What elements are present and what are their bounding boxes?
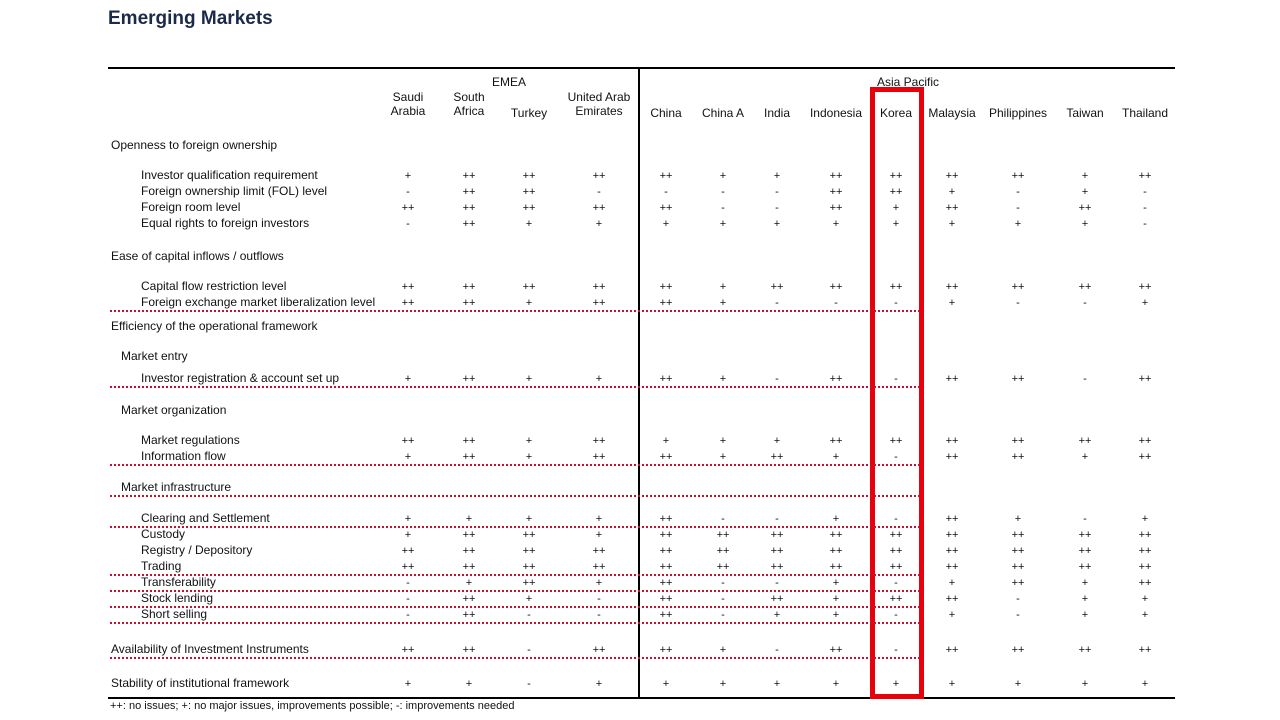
rating-cell: +	[595, 373, 603, 385]
row-divider-dotted	[110, 657, 920, 659]
rating-cell: ++	[1011, 545, 1025, 557]
rating-cell: -	[527, 644, 531, 656]
rating-cell: +	[662, 678, 670, 690]
rating-cell: +	[525, 593, 533, 605]
rating-cell: +	[832, 609, 840, 621]
rating-cell: +	[948, 577, 956, 589]
rating-cell: -	[775, 202, 779, 214]
rating-cell: ++	[889, 529, 903, 541]
rating-cell: ++	[592, 202, 606, 214]
rating-cell: -	[1143, 186, 1147, 198]
rating-cell: +	[662, 218, 670, 230]
rating-cell: ++	[716, 529, 730, 541]
rating-cell: +	[1081, 451, 1089, 463]
rating-cell: -	[1016, 593, 1020, 605]
rating-cell: -	[406, 577, 410, 589]
row-label: Foreign exchange market liberalization level	[141, 295, 376, 309]
rating-cell: ++	[462, 435, 476, 447]
rating-cell: ++	[1138, 545, 1152, 557]
rating-cell: +	[832, 678, 840, 690]
rating-cell: -	[775, 577, 779, 589]
rating-cell: ++	[401, 561, 415, 573]
rating-cell: ++	[592, 435, 606, 447]
rating-cell: +	[948, 297, 956, 309]
column-header: Taiwan	[1066, 106, 1104, 120]
rating-cell: ++	[945, 561, 959, 573]
rating-cell: ++	[1011, 529, 1025, 541]
rating-cell: ++	[1138, 577, 1152, 589]
column-header: Indonesia	[809, 106, 863, 120]
rating-cell: ++	[522, 577, 536, 589]
rating-cell: ++	[462, 202, 476, 214]
rating-cell: ++	[945, 513, 959, 525]
rating-cell: ++	[1078, 561, 1092, 573]
rating-cell: -	[894, 513, 898, 525]
rating-cell: ++	[945, 644, 959, 656]
rating-cell: -	[894, 297, 898, 309]
rating-cell: +	[948, 218, 956, 230]
legend-note: ++: no issues; +: no major issues, improvements possible; -: improvements needed	[110, 700, 515, 712]
rating-cell: ++	[522, 545, 536, 557]
rating-cell: ++	[889, 186, 903, 198]
rating-cell: ++	[829, 435, 843, 447]
rating-cell: -	[775, 513, 779, 525]
rating-cell: ++	[592, 170, 606, 182]
group-label-asia-pacific: Asia Pacific	[876, 75, 940, 89]
section-label: Efficiency of the operational framework	[111, 319, 318, 333]
rating-cell: +	[404, 373, 412, 385]
rating-cell: +	[719, 373, 727, 385]
rating-cell: ++	[829, 186, 843, 198]
rating-cell: ++	[1011, 170, 1025, 182]
row-label: Capital flow restriction level	[141, 279, 287, 293]
rating-cell: ++	[659, 644, 673, 656]
rating-cell: ++	[462, 170, 476, 182]
rating-cell: +	[773, 678, 781, 690]
rating-cell: +	[595, 513, 603, 525]
rating-cell: ++	[829, 644, 843, 656]
rating-cell: -	[894, 451, 898, 463]
rating-cell: -	[406, 218, 410, 230]
rating-cell: ++	[945, 170, 959, 182]
rating-cell: ++	[770, 529, 784, 541]
rating-cell: -	[1083, 297, 1087, 309]
rating-cell: +	[773, 609, 781, 621]
rating-cell: -	[721, 609, 725, 621]
rating-cell: ++	[401, 281, 415, 293]
rating-cell: ++	[829, 561, 843, 573]
rating-cell: +	[832, 577, 840, 589]
row-label: Stock lending	[141, 591, 214, 605]
row-divider-dotted	[110, 606, 920, 608]
rating-cell: ++	[659, 202, 673, 214]
row-divider-dotted	[110, 386, 920, 388]
row-label: Market regulations	[141, 433, 240, 447]
rating-cell: -	[1143, 202, 1147, 214]
rating-cell: ++	[1011, 577, 1025, 589]
rating-cell: -	[1016, 609, 1020, 621]
section-label: Openness to foreign ownership	[111, 138, 278, 152]
row-divider-dotted	[110, 464, 920, 466]
rating-cell: ++	[659, 170, 673, 182]
rating-cell: ++	[1138, 373, 1152, 385]
rating-cell: -	[1016, 297, 1020, 309]
rating-cell: ++	[1011, 561, 1025, 573]
rating-cell: +	[525, 297, 533, 309]
rating-cell: ++	[1138, 170, 1152, 182]
rating-cell: +	[719, 281, 727, 293]
rating-cell: ++	[1138, 529, 1152, 541]
rating-cell: ++	[1011, 373, 1025, 385]
rating-cell: ++	[592, 281, 606, 293]
rating-cell: +	[719, 435, 727, 447]
rating-cell: ++	[401, 435, 415, 447]
rating-cell: ++	[945, 281, 959, 293]
rating-cell: +	[465, 577, 473, 589]
row-label: Transferability	[141, 575, 216, 589]
rating-cell: ++	[522, 529, 536, 541]
rating-cell: ++	[659, 513, 673, 525]
rating-cell: -	[597, 186, 601, 198]
rating-cell: -	[894, 609, 898, 621]
rating-cell: +	[465, 513, 473, 525]
rating-cell: ++	[522, 281, 536, 293]
rating-cell: ++	[945, 545, 959, 557]
rating-cell: +	[892, 678, 900, 690]
rating-cell: ++	[1138, 281, 1152, 293]
rating-cell: ++	[462, 529, 476, 541]
rating-cell: -	[834, 297, 838, 309]
rating-cell: ++	[945, 202, 959, 214]
rating-cell: -	[721, 577, 725, 589]
row-label: Clearing and Settlement	[141, 511, 270, 525]
rating-cell: -	[894, 644, 898, 656]
section-label: Stability of institutional framework	[111, 676, 290, 690]
rating-cell: +	[525, 451, 533, 463]
rating-cell: ++	[1078, 202, 1092, 214]
rating-cell: ++	[592, 451, 606, 463]
rating-cell: -	[775, 373, 779, 385]
rating-cell: -	[721, 513, 725, 525]
rating-cell: +	[1141, 593, 1149, 605]
column-header: Philippines	[988, 106, 1048, 120]
table-bottom-rule	[108, 697, 1175, 699]
rating-cell: ++	[889, 593, 903, 605]
rating-cell: ++	[1011, 281, 1025, 293]
rating-cell: -	[1016, 202, 1020, 214]
rating-cell: ++	[659, 297, 673, 309]
rating-cell: +	[832, 593, 840, 605]
region-divider	[638, 67, 640, 699]
rating-cell: ++	[659, 561, 673, 573]
column-header: India	[763, 106, 791, 120]
rating-cell: +	[1014, 513, 1022, 525]
rating-cell: +	[404, 513, 412, 525]
rating-cell: ++	[829, 202, 843, 214]
row-label: Equal rights to foreign investors	[141, 216, 310, 230]
rating-cell: +	[719, 451, 727, 463]
rating-cell: ++	[1011, 435, 1025, 447]
rating-cell: -	[721, 186, 725, 198]
rating-cell: +	[948, 678, 956, 690]
rating-cell: ++	[659, 281, 673, 293]
rating-cell: +	[1081, 218, 1089, 230]
rating-cell: +	[595, 678, 603, 690]
rating-cell: ++	[1078, 529, 1092, 541]
rating-cell: ++	[1078, 435, 1092, 447]
rating-cell: -	[406, 593, 410, 605]
rating-cell: +	[595, 529, 603, 541]
rating-cell: ++	[659, 529, 673, 541]
rating-cell: +	[773, 435, 781, 447]
rating-cell: ++	[829, 281, 843, 293]
rating-cell: ++	[592, 297, 606, 309]
row-divider-dotted	[110, 526, 920, 528]
rating-cell: ++	[462, 593, 476, 605]
rating-cell: ++	[659, 593, 673, 605]
section-label: Ease of capital inflows / outflows	[111, 249, 284, 263]
rating-cell: +	[1141, 513, 1149, 525]
rating-cell: +	[595, 218, 603, 230]
subsection-label: Market entry	[121, 349, 188, 363]
column-header: China A	[701, 106, 745, 120]
rating-cell: +	[1014, 678, 1022, 690]
rating-cell: +	[832, 513, 840, 525]
rating-cell: ++	[829, 545, 843, 557]
rating-cell: +	[773, 218, 781, 230]
rating-cell: ++	[462, 218, 476, 230]
rating-cell: ++	[462, 281, 476, 293]
rating-cell: ++	[889, 561, 903, 573]
rating-cell: ++	[945, 435, 959, 447]
column-header: China	[650, 106, 682, 120]
row-label: Foreign ownership limit (FOL) level	[141, 184, 328, 198]
rating-cell: -	[894, 373, 898, 385]
row-divider-dotted	[110, 622, 920, 624]
rating-cell: +	[1081, 593, 1089, 605]
rating-cell: +	[832, 218, 840, 230]
column-header: Turkey	[510, 106, 548, 120]
rating-cell: ++	[401, 644, 415, 656]
row-label: Information flow	[141, 449, 226, 463]
rating-cell: +	[525, 373, 533, 385]
rating-cell: +	[1141, 609, 1149, 621]
rating-cell: ++	[592, 644, 606, 656]
rating-cell: ++	[716, 561, 730, 573]
rating-cell: +	[1081, 609, 1089, 621]
subsection-label: Market organization	[121, 403, 227, 417]
group-label-emea: EMEA	[491, 75, 527, 89]
rating-cell: +	[404, 529, 412, 541]
column-header: United Arab Emirates	[567, 90, 631, 118]
rating-cell: -	[527, 678, 531, 690]
row-divider-dotted	[110, 590, 920, 592]
rating-cell: +	[662, 435, 670, 447]
rating-cell: ++	[522, 202, 536, 214]
rating-cell: +	[1141, 297, 1149, 309]
rating-cell: +	[404, 678, 412, 690]
rating-cell: -	[406, 186, 410, 198]
rating-cell: ++	[1138, 435, 1152, 447]
rating-cell: +	[948, 609, 956, 621]
rating-cell: -	[721, 593, 725, 605]
rating-cell: -	[775, 186, 779, 198]
rating-cell: ++	[592, 561, 606, 573]
rating-cell: ++	[829, 373, 843, 385]
rating-cell: ++	[1138, 451, 1152, 463]
rating-cell: +	[1014, 218, 1022, 230]
row-label: Custody	[141, 527, 186, 541]
rating-cell: +	[1081, 678, 1089, 690]
row-divider-dotted	[110, 574, 920, 576]
rating-cell: +	[404, 170, 412, 182]
rating-cell: -	[721, 202, 725, 214]
rating-cell: +	[1141, 678, 1149, 690]
rating-cell: +	[719, 297, 727, 309]
rating-cell: ++	[889, 281, 903, 293]
rating-cell: ++	[770, 545, 784, 557]
column-header: South Africa	[453, 90, 485, 118]
rating-cell: +	[892, 202, 900, 214]
rating-cell: ++	[770, 561, 784, 573]
rating-cell: ++	[522, 186, 536, 198]
subsection-label: Market infrastructure	[121, 480, 232, 494]
rating-cell: ++	[770, 281, 784, 293]
rating-cell: +	[773, 170, 781, 182]
row-divider-dotted	[110, 310, 920, 312]
rating-cell: ++	[659, 609, 673, 621]
section-label: Availability of Investment Instruments	[111, 642, 309, 656]
rating-cell: ++	[770, 593, 784, 605]
rating-cell: ++	[1078, 644, 1092, 656]
rating-cell: -	[894, 577, 898, 589]
rating-cell: ++	[889, 545, 903, 557]
rating-cell: -	[597, 609, 601, 621]
rating-cell: ++	[659, 545, 673, 557]
rating-cell: ++	[1078, 281, 1092, 293]
rating-cell: +	[525, 513, 533, 525]
rating-cell: +	[1081, 577, 1089, 589]
row-label: Investor registration & account set up	[141, 371, 340, 385]
rating-cell: ++	[829, 529, 843, 541]
rating-cell: -	[597, 593, 601, 605]
rating-cell: ++	[401, 545, 415, 557]
rating-cell: ++	[462, 561, 476, 573]
rating-cell: +	[595, 577, 603, 589]
rating-cell: ++	[945, 373, 959, 385]
rating-cell: ++	[829, 170, 843, 182]
rating-cell: ++	[522, 170, 536, 182]
rating-cell: ++	[462, 373, 476, 385]
rating-cell: +	[404, 451, 412, 463]
rating-cell: +	[525, 218, 533, 230]
rating-cell: ++	[945, 593, 959, 605]
rating-cell: +	[1081, 170, 1089, 182]
page-title: Emerging Markets	[108, 8, 273, 29]
column-header: Thailand	[1121, 106, 1169, 120]
row-divider-dotted	[110, 495, 920, 497]
rating-cell: ++	[1138, 561, 1152, 573]
rating-cell: ++	[1011, 644, 1025, 656]
rating-cell: ++	[462, 297, 476, 309]
rating-cell: ++	[592, 545, 606, 557]
column-header: Korea	[879, 106, 913, 120]
rating-cell: +	[1081, 186, 1089, 198]
rating-cell: ++	[945, 451, 959, 463]
rating-cell: -	[1083, 513, 1087, 525]
rating-cell: +	[465, 678, 473, 690]
rating-cell: +	[719, 218, 727, 230]
rating-cell: +	[719, 170, 727, 182]
rating-cell: ++	[1078, 545, 1092, 557]
rating-cell: ++	[659, 373, 673, 385]
table-top-rule	[108, 67, 1175, 69]
rating-cell: ++	[462, 186, 476, 198]
rating-cell: -	[1143, 218, 1147, 230]
rating-cell: ++	[401, 297, 415, 309]
column-header: Saudi Arabia	[390, 90, 426, 118]
column-header: Malaysia	[928, 106, 976, 120]
rating-cell: -	[1016, 186, 1020, 198]
rating-cell: +	[832, 451, 840, 463]
rating-cell: ++	[1138, 644, 1152, 656]
rating-cell: ++	[889, 170, 903, 182]
rating-cell: ++	[462, 451, 476, 463]
rating-cell: ++	[462, 644, 476, 656]
rating-cell: ++	[462, 609, 476, 621]
rating-cell: ++	[716, 545, 730, 557]
rating-cell: +	[892, 218, 900, 230]
row-label: Foreign room level	[141, 200, 241, 214]
rating-cell: +	[719, 678, 727, 690]
rating-cell: +	[719, 644, 727, 656]
rating-cell: ++	[659, 577, 673, 589]
rating-cell: -	[775, 297, 779, 309]
rating-cell: ++	[889, 435, 903, 447]
rating-cell: ++	[462, 545, 476, 557]
rating-cell: ++	[659, 451, 673, 463]
rating-cell: +	[948, 186, 956, 198]
rating-cell: ++	[1011, 451, 1025, 463]
row-label: Registry / Depository	[141, 543, 253, 557]
rating-cell: +	[525, 435, 533, 447]
rating-cell: ++	[770, 451, 784, 463]
market-classification-table	[108, 67, 1175, 699]
rating-cell: -	[1083, 373, 1087, 385]
rating-cell: ++	[945, 529, 959, 541]
rating-cell: -	[527, 609, 531, 621]
row-label: Short selling	[141, 607, 208, 621]
rating-cell: ++	[522, 561, 536, 573]
rating-cell: -	[775, 644, 779, 656]
rating-cell: ++	[401, 202, 415, 214]
rating-cell: -	[664, 186, 668, 198]
row-label: Trading	[141, 559, 182, 573]
row-label: Investor qualification requirement	[141, 168, 318, 182]
rating-cell: -	[406, 609, 410, 621]
